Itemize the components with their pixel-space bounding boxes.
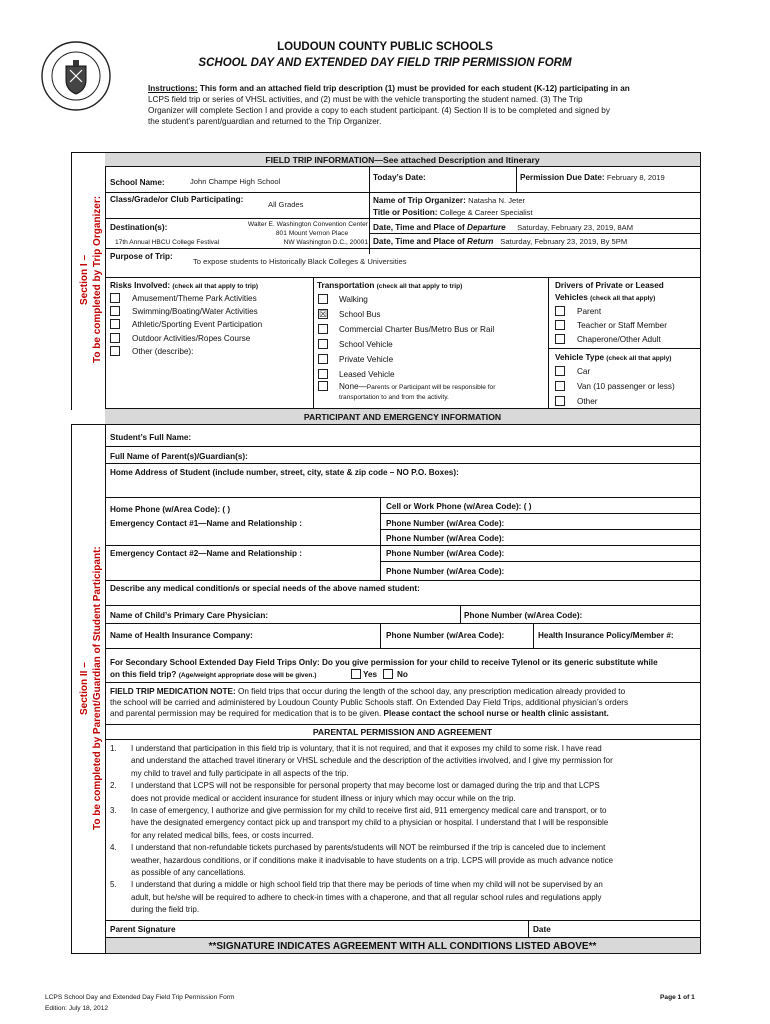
class-label: Class/Grade/or Club Participating: bbox=[110, 195, 244, 204]
risk-3-label: Outdoor Activities/Ropes Course bbox=[132, 333, 251, 343]
transport-3-label: School Vehicle bbox=[339, 340, 393, 349]
home-phone-field[interactable]: Home Phone (w/Area Code): ( ) bbox=[110, 505, 231, 514]
return: Date, Time and Place of Return Saturday, February 23, 2019, By 5PM bbox=[373, 237, 628, 246]
vehicle-2-label: Other bbox=[577, 397, 598, 406]
agreement-text: In case of emergency, I authorize and give permission for my child to receive first aid, 911 emergency medical care and transport, or to bbox=[131, 806, 607, 815]
vehicle-2-checkbox[interactable] bbox=[555, 396, 565, 406]
school-name-value[interactable]: John Champe High School bbox=[190, 177, 281, 186]
organizer: Name of Trip Organizer: Natasha N. Jeter bbox=[373, 196, 526, 205]
footer-edition: Edition: July 18, 2012 bbox=[45, 1005, 109, 1012]
insurance-company-field[interactable]: Name of Health Insurance Company: bbox=[110, 631, 253, 640]
transport-0-label: Walking bbox=[339, 295, 368, 304]
emergency2-phone-2[interactable]: Phone Number (w/Area Code): bbox=[386, 567, 505, 576]
emergency2-phone[interactable]: Phone Number (w/Area Code): bbox=[386, 549, 505, 558]
risk-2-label: Athletic/Sporting Event Participation bbox=[132, 320, 263, 330]
vehicle-1-label: Van (10 passenger or less) bbox=[577, 382, 675, 391]
cell-phone-field[interactable]: Cell or Work Phone (w/Area Code): ( ) bbox=[386, 502, 532, 511]
tylenol-question-2: on this field trip? (Age/weight appropriate dose will be given.) bbox=[110, 670, 317, 679]
section1-side-label: Section I – To be completed by Trip Organizer: bbox=[79, 195, 103, 364]
vehicle-0-checkbox[interactable] bbox=[555, 366, 565, 376]
agreement-text: for any related medical bills, fees, or costs incurred. bbox=[131, 830, 314, 840]
drivers-label-2: Vehicles (check all that apply) bbox=[555, 293, 656, 302]
risk-0-label: Amusement/Theme Park Activities bbox=[132, 294, 257, 303]
vehicle-1-checkbox[interactable] bbox=[555, 381, 565, 391]
tylenol-question: For Secondary School Extended Day Field Trips Only: Do you give permission for your child to receive Tylenol or its generic substitute while bbox=[110, 658, 658, 667]
instructions: Instructions: This form and an attached field trip description (1) must be provided for each student (K-12) participating in an LCPS field trip or series of VHSL activities, and (2) must be with the vehicle transporting the student named. (3) The Trip Organizer will complete Section I and provide a copy to each student participant. (4) Section II is to be completed and signed by the student’s parent/guardian and returned to the Trip Organizer. bbox=[148, 84, 630, 126]
risk-2-checkbox[interactable] bbox=[110, 319, 120, 329]
transport-label: Transportation (check all that apply to trip) bbox=[317, 281, 463, 290]
destination-address[interactable]: Walter E. Washington Convention Center 801 Mount Vernon Place NW Washington D.C., 20001 bbox=[247, 221, 368, 246]
transport-1-label: School Bus bbox=[339, 310, 381, 319]
transport-none-label: None—Parents or Participant will be responsible for bbox=[339, 382, 496, 391]
purpose-label: Purpose of Trip: bbox=[110, 252, 173, 261]
drivers-label: Drivers of Private or Leased bbox=[555, 281, 664, 290]
transport-none-note: transportation to and from the activity. bbox=[339, 394, 449, 401]
section2-side-label: Section II – To be completed by Parent/Guardian of Student Participant: bbox=[79, 546, 103, 831]
footer-form-name: LCPS School Day and Extended Day Field Trip Permission Form bbox=[45, 994, 235, 1001]
transport-2-label: Commercial Charter Bus/Metro Bus or Rail bbox=[339, 325, 495, 334]
transport-4-label: Private Vehicle bbox=[339, 355, 394, 364]
agreement-text: I understand that during a middle or high school field trip that there may be periods of time when my child will not be supervised by an bbox=[131, 880, 603, 890]
driver-0-label: Parent bbox=[577, 307, 602, 316]
agreement-text: during the field trip. bbox=[131, 905, 200, 915]
risk-0-checkbox[interactable] bbox=[110, 293, 120, 303]
tylenol-no-checkbox[interactable] bbox=[383, 669, 393, 679]
tylenol-yes-label: Yes bbox=[363, 670, 378, 679]
risk-1-checkbox[interactable] bbox=[110, 306, 120, 316]
emergency-contact-1[interactable]: Emergency Contact #1—Name and Relationship : bbox=[110, 519, 302, 528]
risk-1-label: Swimming/Boating/Water Activities bbox=[132, 307, 258, 317]
class-value[interactable]: All Grades bbox=[268, 200, 304, 209]
parents-name-field[interactable]: Full Name of Parent(s)/Guardian(s): bbox=[110, 452, 248, 461]
org-title: LOUDOUN COUNTY PUBLIC SCHOOLS bbox=[277, 41, 493, 53]
agreement-number: 1. bbox=[110, 744, 117, 753]
agreement-text: have the designated emergency contact pick up and transport my child to a physician or hospital. I understand that I will be responsible bbox=[131, 818, 609, 828]
agreement-number: 5. bbox=[110, 880, 117, 890]
insurance-phone[interactable]: Phone Number (w/Area Code): bbox=[386, 631, 505, 640]
signature-date-field[interactable]: Date bbox=[533, 925, 551, 934]
form-title: SCHOOL DAY AND EXTENDED DAY FIELD TRIP PERMISSION FORM bbox=[198, 57, 572, 69]
physician-phone[interactable]: Phone Number (w/Area Code): bbox=[464, 611, 583, 620]
destination-label: Destination(s): bbox=[110, 223, 168, 232]
transport-4-checkbox[interactable] bbox=[318, 354, 328, 364]
transport-2-checkbox[interactable] bbox=[318, 324, 328, 334]
participant-band: PARTICIPANT AND EMERGENCY INFORMATION bbox=[303, 412, 502, 422]
agreement-number: 3. bbox=[110, 806, 117, 815]
agreement-text: weather, hazardous conditions, or if conditions make it inadvisable to have students on a trip. LCPS will provide as much advance notice bbox=[131, 855, 614, 865]
destination-event[interactable]: 17th Annual HBCU College Festival bbox=[115, 239, 220, 246]
agreement-text: and understand the attached travel itinerary or VHSL schedule and the description of the activities involved, and I give my permission for bbox=[131, 756, 613, 766]
driver-0-checkbox[interactable] bbox=[555, 306, 565, 316]
transport-0-checkbox[interactable] bbox=[318, 294, 328, 304]
risk-4-label: Other (describe): bbox=[132, 346, 194, 356]
agreement-text: as possible of any cancellations. bbox=[131, 868, 246, 877]
emergency1-phone-2[interactable]: Phone Number (w/Area Code): bbox=[386, 534, 505, 543]
school-name-label: School Name: bbox=[110, 178, 165, 187]
tylenol-no-label: No bbox=[397, 670, 408, 679]
home-address-field[interactable]: Home Address of Student (include number, street, city, state & zip code – NO P.O. Boxes): bbox=[110, 468, 459, 477]
transport-5-label: Leased Vehicle bbox=[339, 370, 395, 379]
purpose-value[interactable]: To expose students to Historically Black Colleges & Universities bbox=[193, 257, 407, 266]
agreement-text: I understand that participation in this field trip is voluntary, that it is not required, and that it exposes my child to some risk. I have read bbox=[131, 744, 602, 753]
agreement-number: 2. bbox=[110, 781, 117, 791]
driver-1-checkbox[interactable] bbox=[555, 320, 565, 330]
driver-2-label: Chaperone/Other Adult bbox=[577, 335, 661, 344]
risk-4-checkbox[interactable] bbox=[110, 346, 120, 356]
insurance-policy-field[interactable]: Health Insurance Policy/Member #: bbox=[538, 631, 674, 640]
physician-field[interactable]: Name of Child’s Primary Care Physician: bbox=[110, 611, 269, 620]
parental-permission-band: PARENTAL PERMISSION AND AGREEMENT bbox=[312, 727, 493, 737]
vehicle-type-label: Vehicle Type (check all that apply) bbox=[555, 353, 672, 362]
medication-note: FIELD TRIP MEDICATION NOTE: On field trips that occur during the length of the school day, any prescription medication already provided to the school will be carried and administered by Loudoun County Public Schools staff. On Extended Day Field Trips, additional physician’s orders and parental permission may be required for medication that is to be given. Please contact the school nurse or health clinic assistant. bbox=[110, 687, 629, 718]
transport-none-checkbox[interactable] bbox=[318, 381, 328, 391]
agreement-text: I understand that LCPS will not be responsible for personal property that may become lost or damaged during the trip and that LCPS bbox=[131, 781, 600, 791]
agreement-text: I understand that non-refundable tickets purchased by parents/students will NOT be reimbursed if the trip is canceled due to inclement bbox=[131, 843, 606, 853]
footer-page-number: Page 1 of 1 bbox=[660, 994, 695, 1001]
medical-conditions-field[interactable]: Describe any medical condition/s or special needs of the above named student: bbox=[110, 584, 420, 593]
emergency-contact-2[interactable]: Emergency Contact #2—Name and Relationship : bbox=[110, 549, 302, 558]
permission-due: Permission Due Date: February 8, 2019 bbox=[520, 173, 665, 182]
agreement-text: adult, but he/she will be required to adhere to check-in times with a chaperone, and that all regular school rules and regulations apply bbox=[131, 892, 602, 902]
emergency1-phone[interactable]: Phone Number (w/Area Code): bbox=[386, 519, 505, 528]
transport-1-checkbox[interactable]: ☒ bbox=[319, 309, 328, 319]
transport-3-checkbox[interactable] bbox=[318, 339, 328, 349]
position: Title or Position: College & Career Specialist bbox=[373, 208, 533, 217]
field-trip-info-band: FIELD TRIP INFORMATION—See attached Description and Itinerary bbox=[265, 155, 540, 165]
transport-5-checkbox[interactable] bbox=[318, 369, 328, 379]
todays-date-label: Today’s Date: bbox=[373, 173, 426, 182]
student-name-field[interactable]: Student’s Full Name: bbox=[110, 433, 192, 442]
agreement-text: my child to travel and fully participate in all aspects of the trip. bbox=[131, 768, 349, 778]
agreement-text: does not provide medical or accident insurance for student illness or injury which may occur while on the trip. bbox=[131, 793, 516, 803]
signature-agreement-band: **SIGNATURE INDICATES AGREEMENT WITH ALL CONDITIONS LISTED ABOVE** bbox=[208, 941, 597, 952]
risks-label: Risks Involved: (check all that apply to trip) bbox=[110, 281, 259, 290]
parent-signature-field[interactable]: Parent Signature bbox=[110, 925, 176, 934]
risk-3-checkbox[interactable] bbox=[110, 333, 120, 343]
agreement-number: 4. bbox=[110, 843, 117, 853]
vehicle-0-label: Car bbox=[577, 367, 591, 376]
tylenol-yes-checkbox[interactable] bbox=[351, 669, 361, 679]
driver-1-label: Teacher or Staff Member bbox=[577, 321, 667, 330]
driver-2-checkbox[interactable] bbox=[555, 334, 565, 344]
departure: Date, Time and Place of Departure Saturday, February 23, 2019, 8AM bbox=[373, 223, 634, 232]
